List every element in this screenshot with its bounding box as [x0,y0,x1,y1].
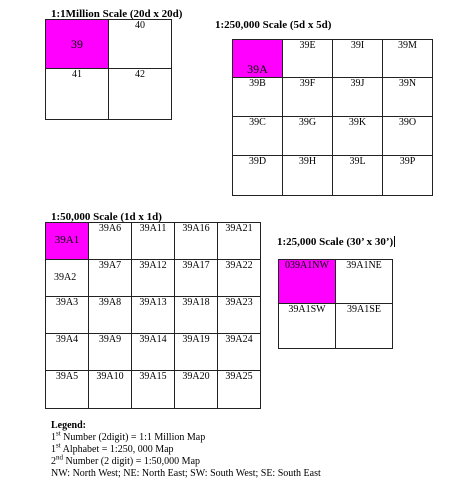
s50k-cell: 39A22 [218,260,261,297]
s50k-cell: 39A6 [89,223,132,260]
s50k-cell: 39A15 [132,371,175,409]
s50k-cell: 39A9 [89,334,132,371]
s250k-cell: 39C [233,117,283,156]
s50k-scale-title: 1:50,000 Scale (1d x 1d) [51,211,162,223]
s250k-cell: 39H [283,156,333,196]
s50k-cell: 39A5 [46,371,89,409]
text-cursor-icon [394,236,395,247]
million-cell-41: 41 [46,69,109,120]
s25k-cell: 39A1SE [336,304,393,349]
s250k-cell: 39N [383,78,433,117]
s50k-cell: 39A11 [132,223,175,260]
s250k-cell: 39B [233,78,283,117]
s25k-cell: 39A1NE [336,260,393,304]
s50k-cell: 39A18 [175,297,218,334]
million-cell-40: 40 [109,20,172,69]
s250k-cell-39a: 39A [233,40,283,78]
s250k-cell: 39F [283,78,333,117]
s50k-cell: 39A13 [132,297,175,334]
s250k-cell: 39E [283,40,333,78]
s250k-cell: 39G [283,117,333,156]
s250k-cell: 39D [233,156,283,196]
legend-line-3: 2nd Number (2 digit) = 1:50,000 Map [51,453,201,467]
s25k-scale-title: 1:25,000 Scale (30’ x 30’) [277,236,394,248]
s250k-scale-title: 1:250,000 Scale (5d x 5d) [215,19,332,31]
s50k-cell: 39A2 [46,260,89,297]
million-cell-42: 42 [109,69,172,120]
s50k-cell: 39A20 [175,371,218,409]
legend-line-4: NW: North West; NE: North East; SW: South West; SE: South East [51,468,321,479]
s50k-cell: 39A25 [218,371,261,409]
s250k-cell: 39J [333,78,383,117]
s50k-cell: 39A14 [132,334,175,371]
s50k-cell: 39A16 [175,223,218,260]
s50k-cell: 39A17 [175,260,218,297]
s50k-cell: 39A21 [218,223,261,260]
million-cell-39: 39 [46,20,109,69]
s50k-cell: 39A4 [46,334,89,371]
s25k-grid [278,259,393,349]
legend-heading: Legend: [51,420,86,431]
s25k-cell-039a1nw: 039A1NW [279,260,336,304]
s50k-cell: 39A3 [46,297,89,334]
s250k-cell: 39M [383,40,433,78]
s50k-cell: 39A7 [89,260,132,297]
s50k-cell: 39A24 [218,334,261,371]
s50k-grid [45,222,261,409]
legend-line-1: 1st Number (2digit) = 1:1 Million Map [51,429,206,443]
s50k-cell: 39A8 [89,297,132,334]
s25k-cell: 39A1SW [279,304,336,349]
s50k-cell: 39A19 [175,334,218,371]
s250k-grid [232,39,433,196]
s250k-cell: 39O [383,117,433,156]
s250k-cell: 39K [333,117,383,156]
s50k-cell: 39A23 [218,297,261,334]
s250k-cell: 39I [333,40,383,78]
s50k-cell-39a1: 39A1 [46,223,89,260]
million-scale-title: 1:1Million Scale (20d x 20d) [51,8,183,20]
legend-line-2: 1st Alphabet = 1:250, 000 Map [51,441,174,455]
s250k-cell: 39P [383,156,433,196]
s50k-cell: 39A12 [132,260,175,297]
million-grid [45,19,172,120]
s50k-cell: 39A10 [89,371,132,409]
s250k-cell: 39L [333,156,383,196]
